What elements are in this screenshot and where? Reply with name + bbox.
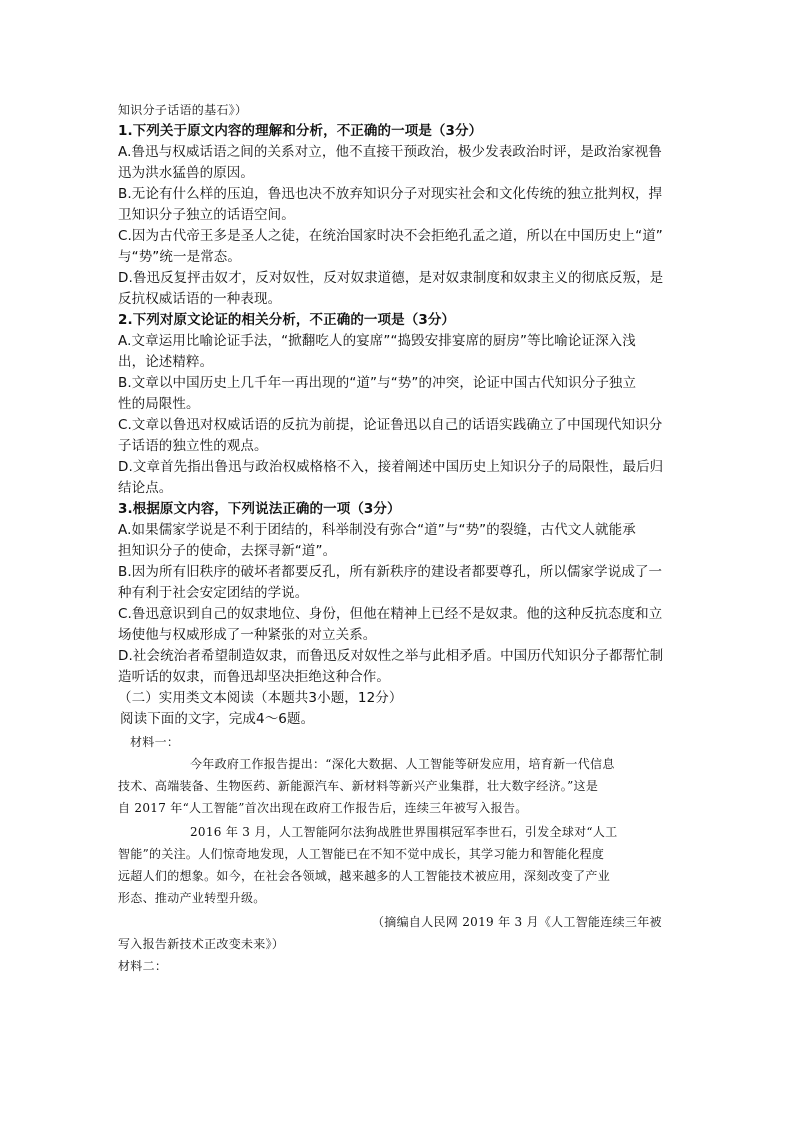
material-1-paragraph-1: 今年政府工作报告提出：“深化大数据、人工智能等研发应用，培育新一代信息 <box>190 757 615 771</box>
question-1-option-d: D.鲁迅反复抨击奴才，反对奴性，反对奴隶道德，是对奴隶制度和奴隶主义的彻底反叛，是 <box>118 270 664 286</box>
question-1-option-a-cont: 迅为洪水猛兽的原因。 <box>118 165 254 181</box>
question-1-option-d-cont: 反抗权威话语的一种表现。 <box>118 291 282 307</box>
material-1-source: （摘编自人民网 2019 年 3 月《人工智能连续三年被 <box>372 915 662 929</box>
question-3-option-d-cont: 造听话的奴隶，而鲁迅却坚决拒绝这种合作。 <box>118 669 390 685</box>
material-1-label: 材料一： <box>130 735 180 749</box>
question-2-option-b-cont: 性的局限性。 <box>118 396 200 412</box>
reading-instruction: 阅读下面的文字，完成4～6题。 <box>120 711 315 727</box>
question-2-option-c: C.文章以鲁迅对权威话语的反抗为前提，论证鲁迅以自己的话语实践确立了中国现代知识分 <box>118 417 663 433</box>
question-1-option-b: B.无论有什么样的压迫，鲁迅也决不放弃知识分子对现实社会和文化传统的独立批判权，捍 <box>118 186 663 202</box>
question-2-option-c-cont: 子话语的独立性的观点。 <box>118 438 268 454</box>
question-1-option-a: A.鲁迅与权威话语之间的关系对立，他不直接干预政治，极少发表政治时评，是政治家视鲁 <box>118 144 662 160</box>
previous-source-tail: 知识分子话语的基石》） <box>118 103 248 117</box>
question-3-option-b: B.因为所有旧秩序的破坏者都要反孔，所有新秩序的建设者都要尊孔，所以儒家学说成了一 <box>118 564 663 580</box>
question-2-option-a-cont: 出，论述精粹。 <box>118 354 214 370</box>
question-3-option-c-cont: 场使他与权威形成了一种紧张的对立关系。 <box>118 627 377 643</box>
question-3-option-c: C.鲁迅意识到自己的奴隶地位、身份，但他在精神上已经不是奴隶。他的这种反抗态度和立 <box>118 606 663 622</box>
material-1-paragraph-2-cont: 智能”的关注。人们惊奇地发现，人工智能已在不知不觉中成长，其学习能力和智能化程度 <box>118 847 605 861</box>
material-1-paragraph-2: 2016 年 3 月，人工智能阿尔法狗战胜世界围棋冠军李世石，引发全球对“人工 <box>190 825 618 839</box>
question-3-option-b-cont: 种有利于社会安定团结的学说。 <box>118 585 309 601</box>
material-1-paragraph-2-cont: 远超人们的想象。如今，在社会各领域，越来越多的人工智能技术被应用，深刻改变了产业 <box>118 869 611 883</box>
material-1-paragraph-2-cont: 形态、推动产业转型升级。 <box>118 891 266 905</box>
question-3-option-d: D.社会统治者希望制造奴隶，而鲁迅反对奴性之举与此相矛盾。中国历代知识分子都帮忙制 <box>118 648 664 664</box>
question-2-stem: 2.下列对原文论证的相关分析，不正确的一项是（3分） <box>118 312 456 328</box>
question-3-option-a: A.如果儒家学说是不利于团结的，科举制没有弥合“道”与“势”的裂缝，古代文人就能承 <box>118 522 636 538</box>
material-2-label: 材料二： <box>118 959 168 973</box>
material-1-paragraph-1-cont: 自 2017 年“人工智能”首次出现在政府工作报告后，连续三年被写入报告。 <box>118 801 528 815</box>
question-1-option-c-cont: 与“势”统一是常态。 <box>118 249 241 265</box>
material-1-paragraph-1-cont: 技术、高端装备、生物医药、新能源汽车、新材料等新兴产业集群，壮大数字经济。”这是 <box>118 779 599 793</box>
question-2-option-d: D.文章首先指出鲁迅与政治权威格格不入，接着阐述中国历史上知识分子的局限性，最后归 <box>118 459 664 475</box>
question-1-stem: 1.下列关于原文内容的理解和分析，不正确的一项是（3分） <box>118 123 483 139</box>
question-3-stem: 3.根据原文内容，下列说法正确的一项（3分） <box>118 501 401 517</box>
question-2-option-b: B.文章以中国历史上几千年一再出现的“道”与“势”的冲突，论证中国古代知识分子独立 <box>118 375 637 391</box>
question-1-option-b-cont: 卫知识分子独立的话语空间。 <box>118 207 295 223</box>
question-2-option-d-cont: 结论点。 <box>118 480 173 496</box>
question-3-option-a-cont: 担知识分子的使命，去探寻新“道”。 <box>118 543 337 559</box>
question-2-option-a: A.文章运用比喻论证手法，“掀翻吃人的宴席”“捣毁安排宴席的厨房”等比喻论证深入浅 <box>118 333 636 349</box>
material-1-source-cont: 写入报告新技术正改变未来》） <box>118 937 285 951</box>
section-2-heading: （二）实用类文本阅读（本题共3小题，12分） <box>118 690 403 706</box>
question-1-option-c: C.因为古代帝王多是圣人之徒，在统治国家时决不会拒绝孔孟之道，所以在中国历史上“道” <box>118 228 663 244</box>
